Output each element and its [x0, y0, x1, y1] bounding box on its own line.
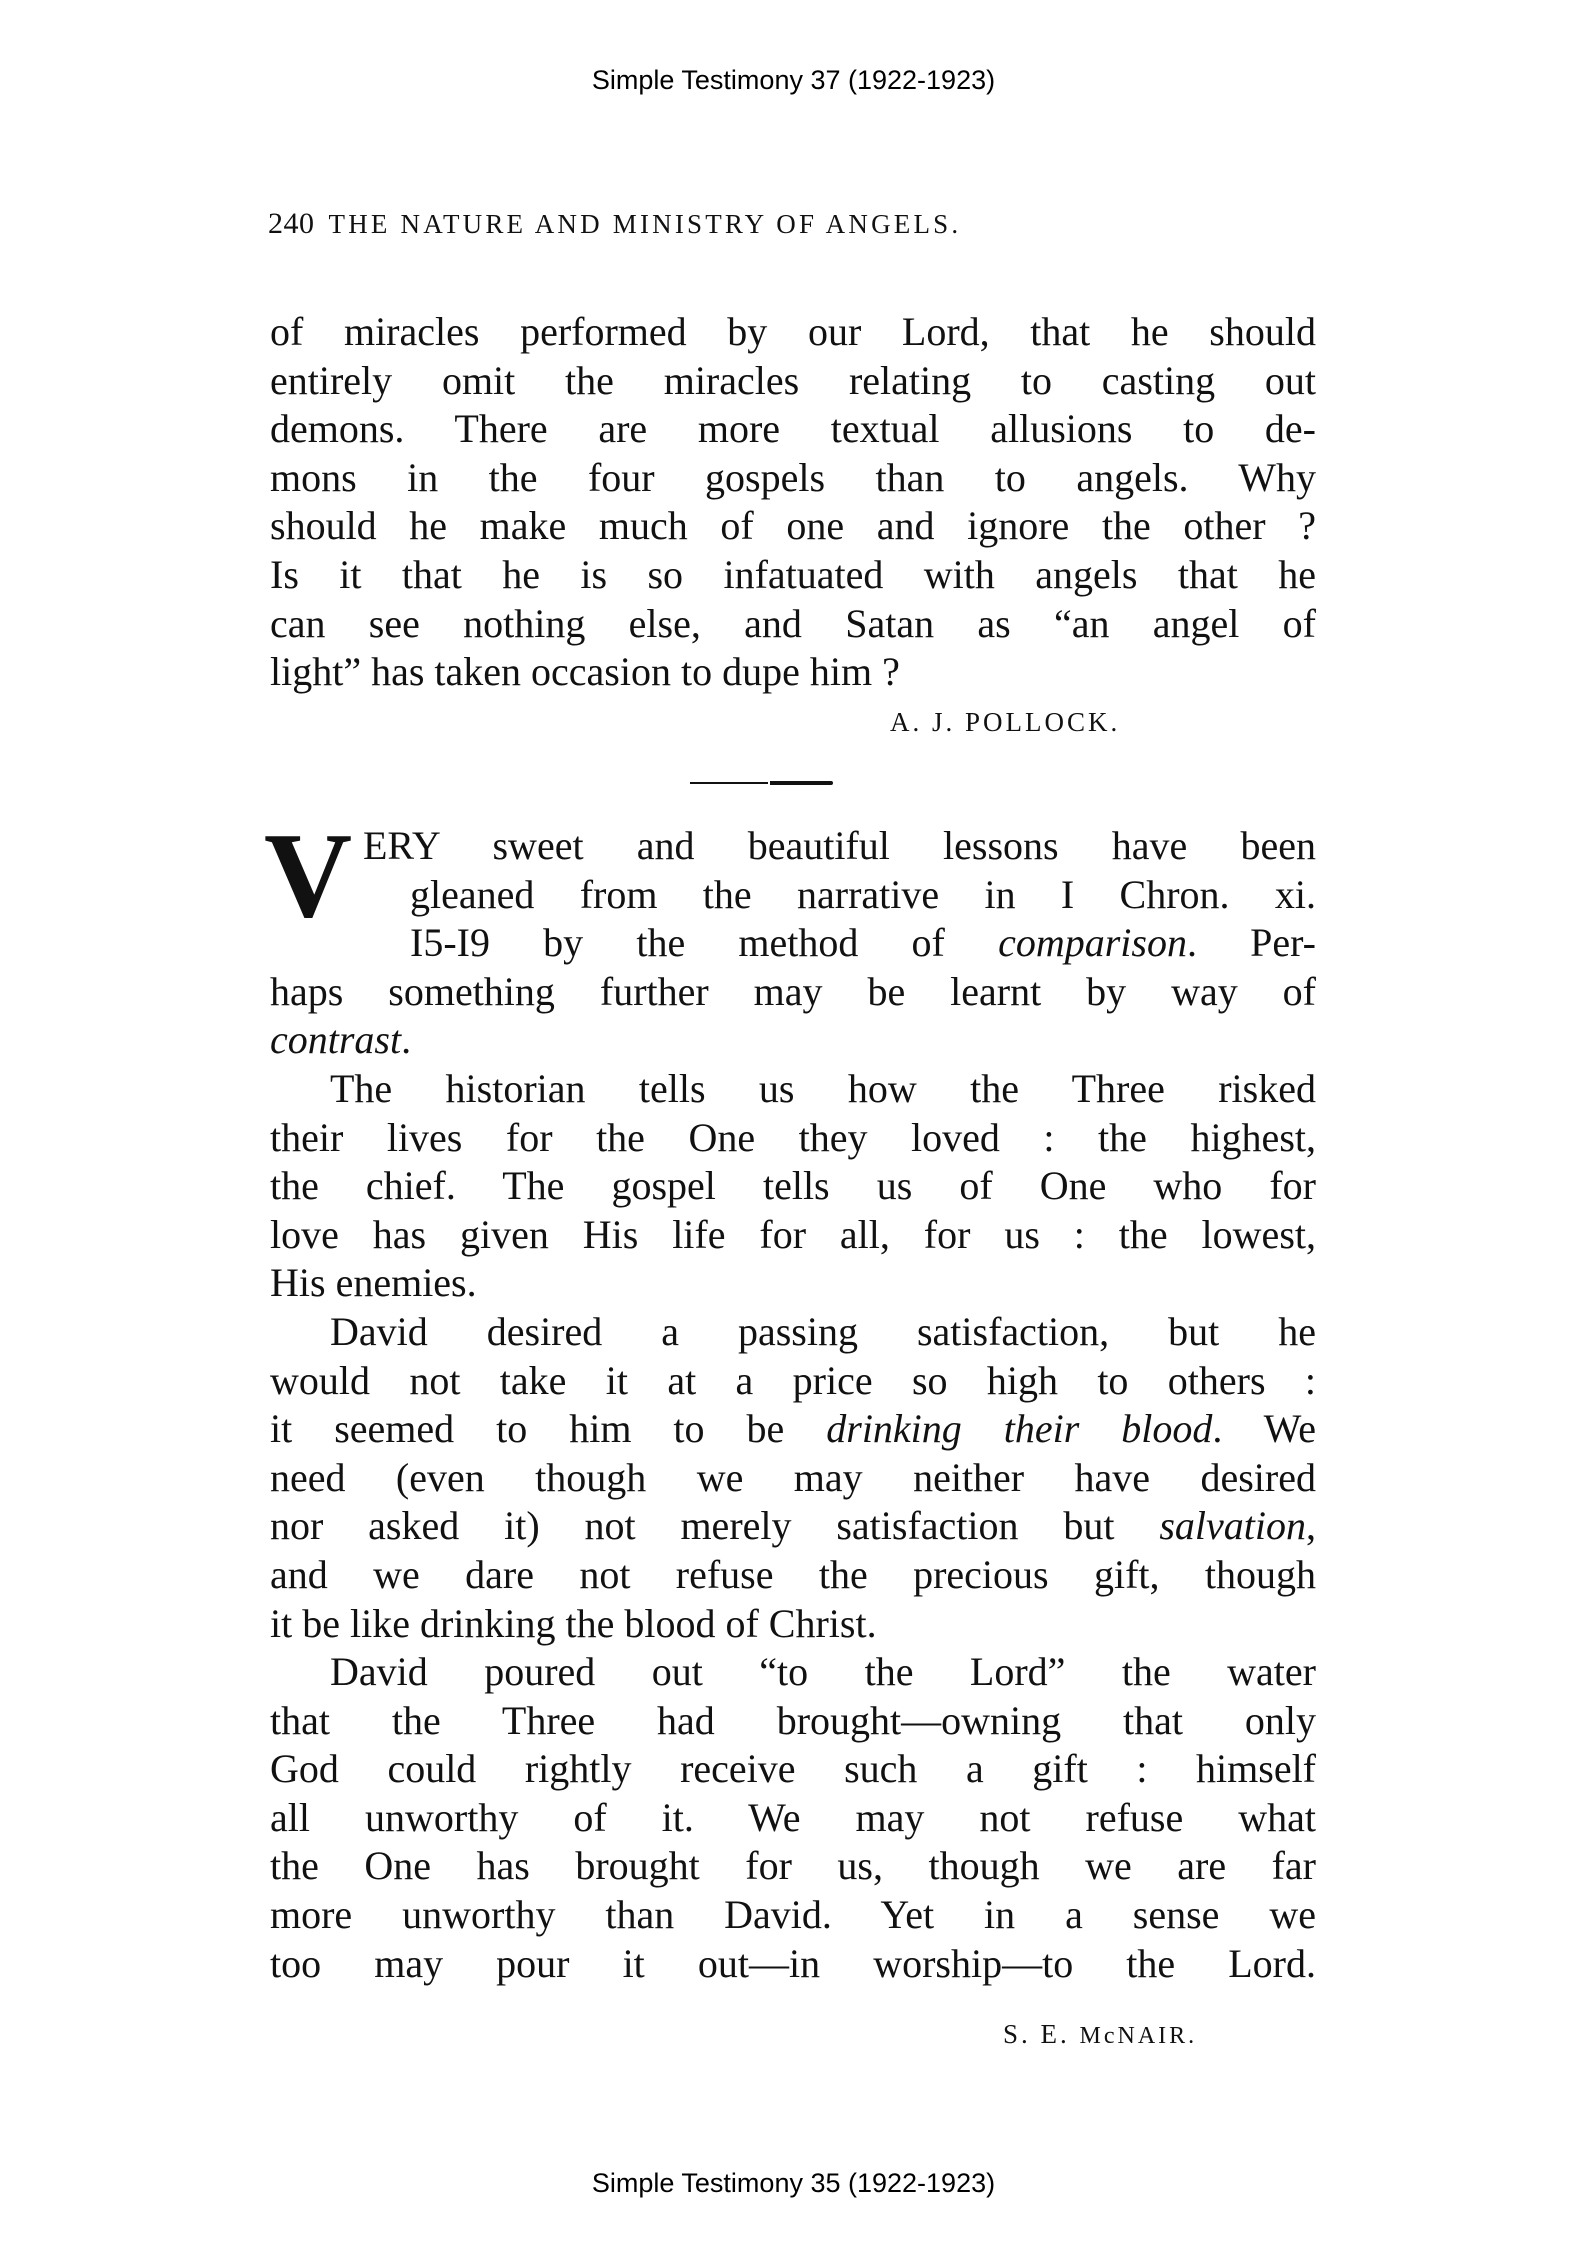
text-line: [270, 1502, 1316, 1551]
paragraph-4: [270, 1648, 1316, 1988]
text-line: would not take it at a price so high to others :: [270, 1357, 1316, 1403]
text-line: love has given His life for all, for us : the lowest,: [270, 1211, 1316, 1257]
running-head: [268, 206, 1318, 242]
text-line: should he make much of one and ignore the other ?: [270, 503, 1316, 549]
paragraph-1: [270, 822, 1316, 1065]
text-line: of miracles performed by our Lord, that he should: [270, 309, 1316, 354]
text-line: the One has brought for us, though we are far: [270, 1843, 1316, 1889]
text-line: David desired a passing satisfaction, but he: [330, 1308, 1316, 1354]
text-line: [270, 1016, 1316, 1065]
text-run: I5-I9 by the method of: [410, 920, 999, 966]
text-run: it seemed to him to be: [270, 1406, 827, 1452]
text-line: entirely omit the miracles relating to casting out: [270, 357, 1316, 403]
italic-emphasis: salvation: [1159, 1503, 1306, 1549]
text-line: need (even though we may neither have desired: [270, 1454, 1316, 1500]
scan-footer-label: Simple Testimony 35 (1922-1923): [591, 2168, 996, 2198]
text-line: David poured out “to the Lord” the water: [330, 1649, 1316, 1695]
text-run: . We: [1212, 1406, 1316, 1452]
scan-header-label: Simple Testimony 37 (1922-1923): [591, 65, 996, 95]
text-line: The historian tells us how the Three risked: [330, 1065, 1316, 1111]
signature-name: POLLOCK.: [965, 707, 1121, 737]
italic-emphasis: drinking their blood: [826, 1406, 1213, 1452]
separator-thick-segment: [770, 781, 833, 785]
signature-initials: S. E.: [1003, 2019, 1070, 2049]
text-line: ERY sweet and beautiful lessons have been: [363, 823, 1316, 868]
author-signature-mcnair: [1003, 2018, 1197, 2052]
page-number: 240: [268, 207, 315, 240]
text-line: the chief. The gospel tells us of One who for: [270, 1163, 1316, 1209]
article-pollock-ending: [270, 308, 1316, 697]
signature-name: McNAIR.: [1079, 2023, 1198, 2049]
text-line: His enemies.: [270, 1260, 477, 1306]
text-line: can see nothing else, and Satan as “an angel of: [270, 600, 1316, 646]
separator-thin-segment: [690, 782, 768, 784]
author-signature-pollock: [890, 706, 1120, 738]
text-line: mons in the four gospels than to angels. Why: [270, 454, 1316, 500]
text-line: that the Three had brought—owning that only: [270, 1697, 1316, 1743]
text-line: all unworthy of it. We may not refuse what: [270, 1794, 1316, 1840]
text-line: light” has taken occasion to dupe him ?: [270, 649, 900, 695]
text-run: nor asked it) not merely satisfaction but: [270, 1503, 1160, 1549]
italic-emphasis: contrast: [270, 1017, 402, 1063]
running-head-title: THE NATURE AND MINISTRY OF ANGELS.: [328, 209, 962, 239]
text-line: haps something further may be learnt by way of: [270, 968, 1316, 1014]
text-line: and we dare not refuse the precious gift, though: [270, 1551, 1316, 1597]
article-mcnair: [264, 808, 1316, 1988]
text-run: .: [401, 1017, 412, 1063]
drop-cap: V: [264, 808, 353, 943]
text-line: gleaned from the narrative in I Chron. xi.: [410, 871, 1316, 917]
text-line: demons. There are more textual allusions to de-: [270, 406, 1316, 452]
text-run: ,: [1306, 1503, 1316, 1549]
text-line: too may pour it out—in worship—to the Lord.: [270, 1940, 1316, 1986]
text-run: . Per-: [1186, 920, 1316, 966]
text-line: more unworthy than David. Yet in a sense we: [270, 1892, 1316, 1938]
italic-emphasis: comparison: [998, 920, 1187, 966]
text-line: [270, 919, 1316, 968]
paragraph-2: [270, 1065, 1316, 1308]
article-separator-rule: [690, 781, 833, 785]
text-line: Is it that he is so infatuated with angels that he: [270, 551, 1316, 597]
text-line: it be like drinking the blood of Christ.: [270, 1600, 877, 1646]
signature-initials: A. J.: [890, 707, 956, 737]
paragraph-3: [270, 1308, 1316, 1648]
text-line: God could rightly receive such a gift : himself: [270, 1746, 1316, 1792]
text-line: [270, 1405, 1316, 1454]
text-line: their lives for the One they loved : the highest,: [270, 1114, 1316, 1160]
